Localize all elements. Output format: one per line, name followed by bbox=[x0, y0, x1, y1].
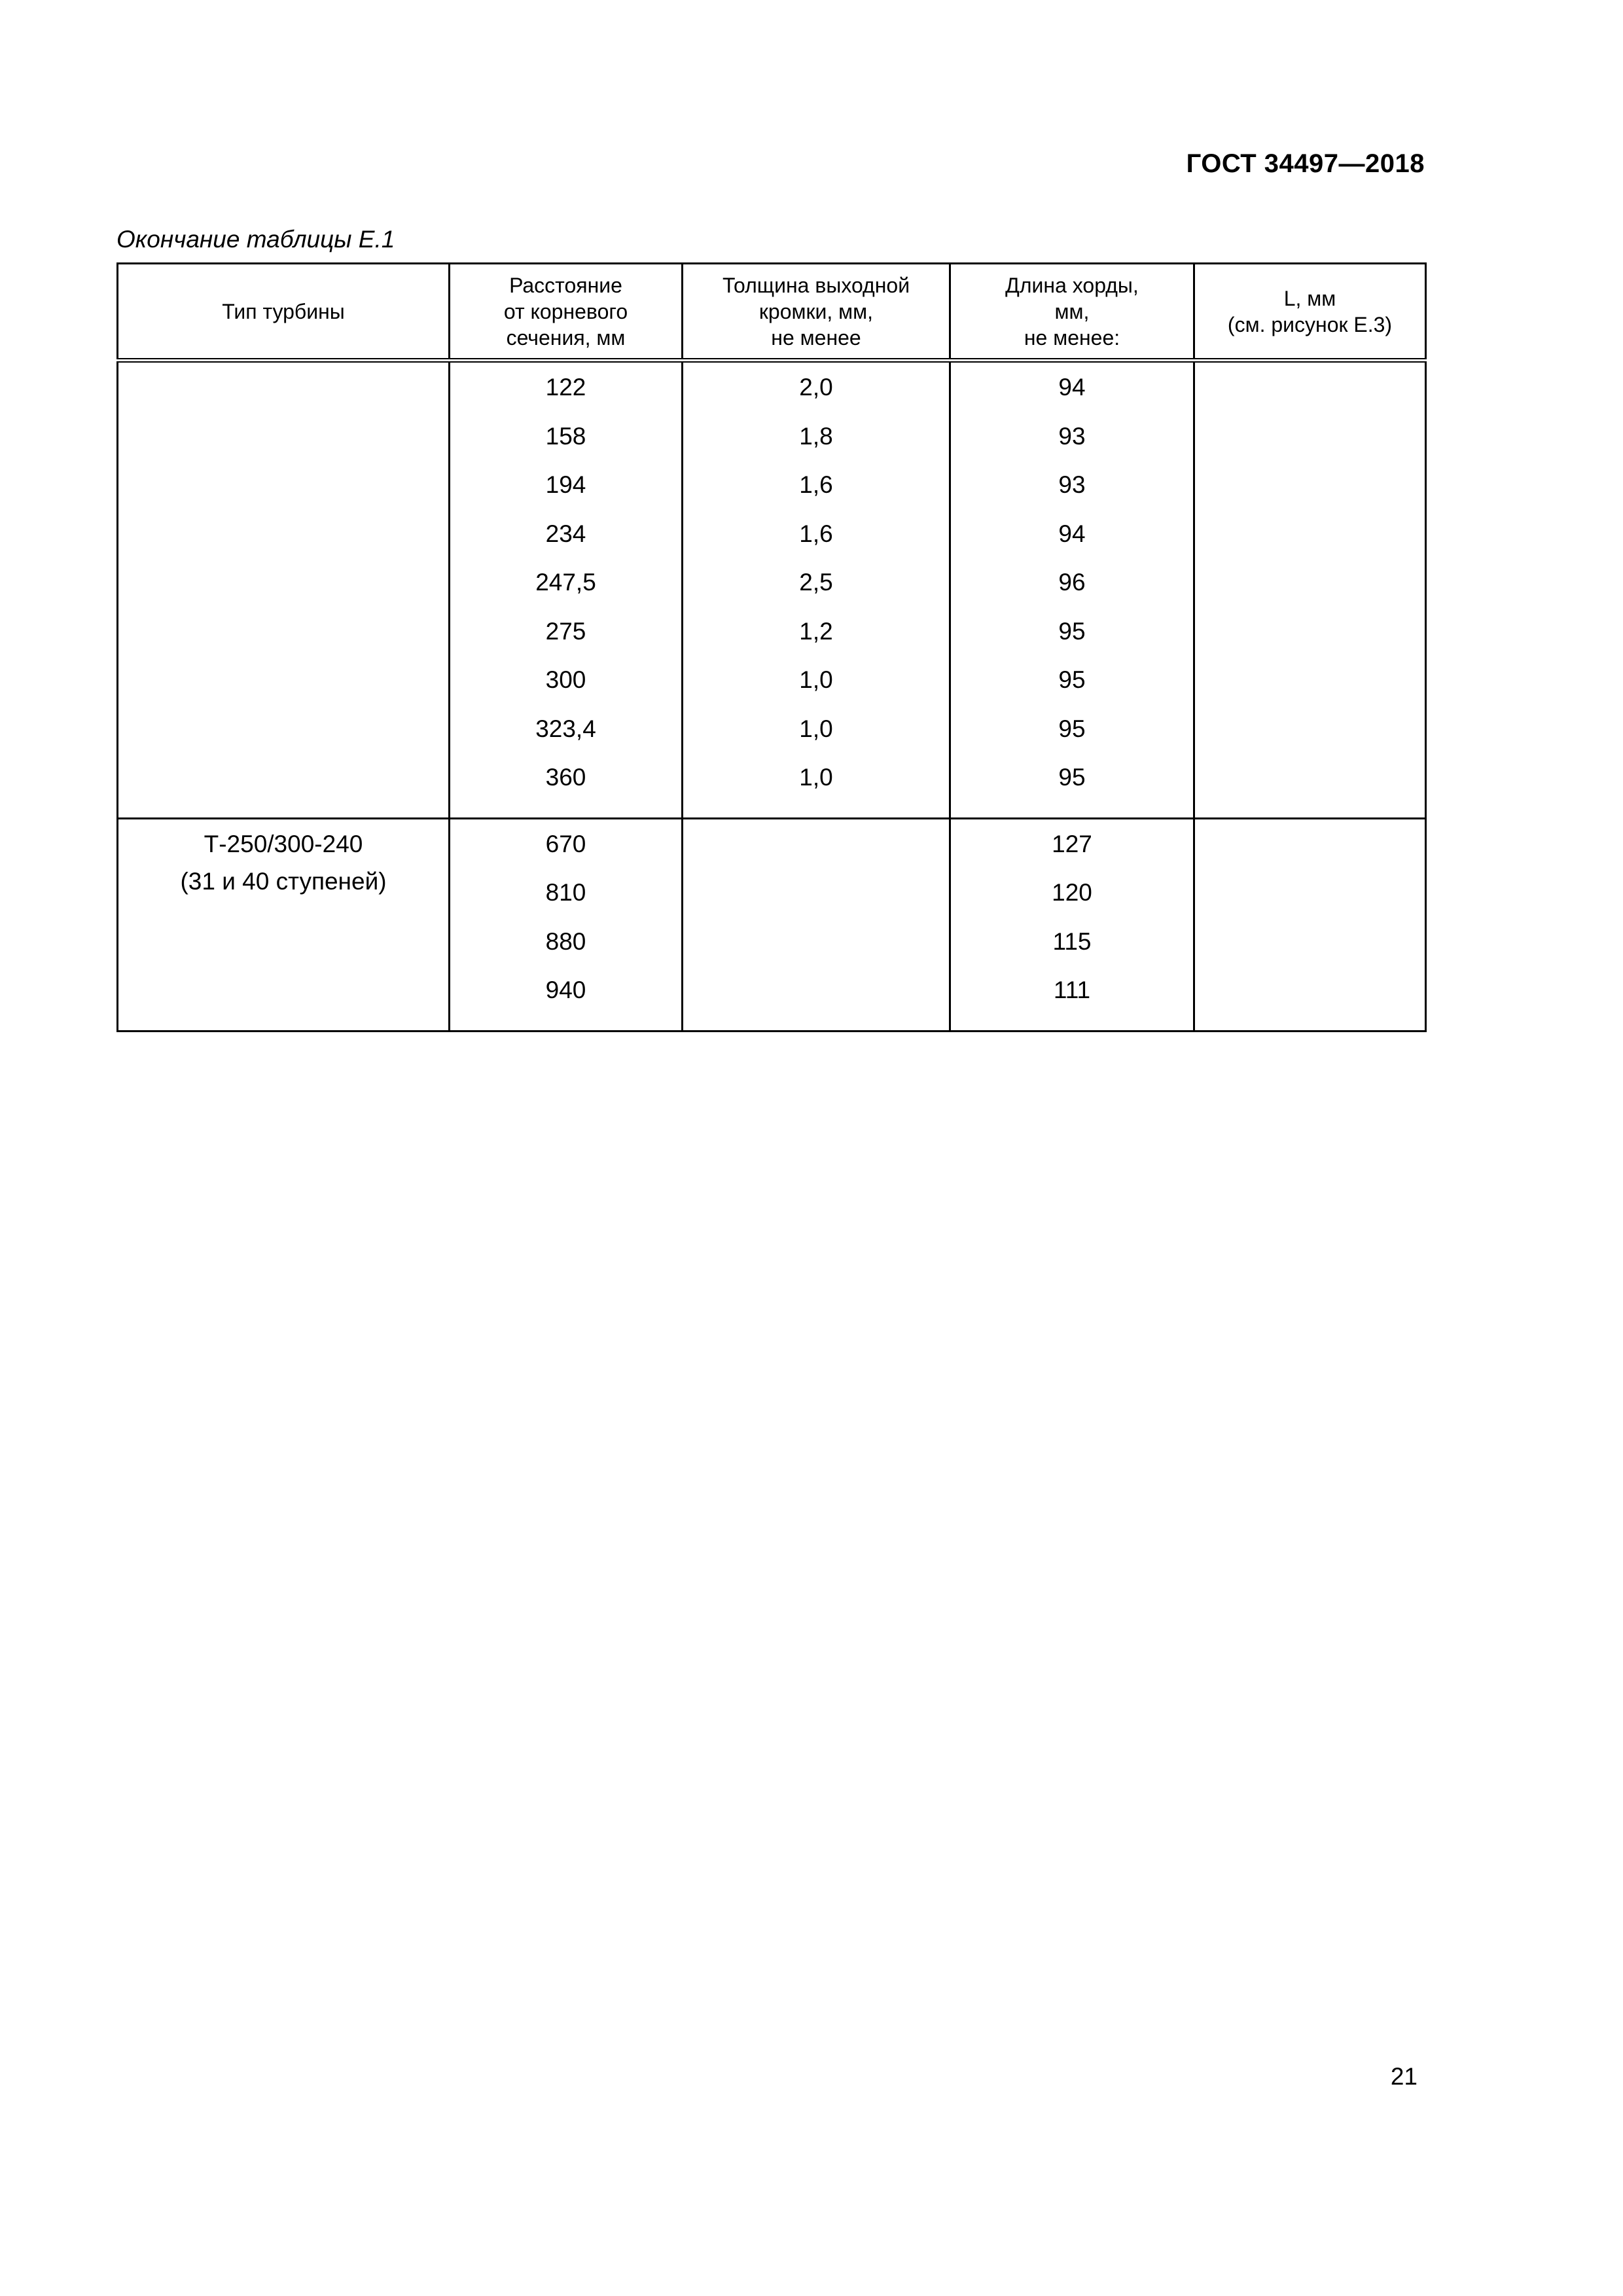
cell-value: 300 bbox=[545, 666, 586, 693]
col-header-turbine-type bbox=[118, 264, 450, 361]
cell-value: 94 bbox=[1058, 520, 1086, 547]
cell-value: 158 bbox=[545, 422, 586, 450]
cell-value: 95 bbox=[1058, 617, 1086, 645]
cell-value: 1,6 bbox=[799, 471, 833, 498]
cell-value: 93 bbox=[1058, 422, 1086, 450]
cell-value: 95 bbox=[1058, 764, 1086, 791]
cell-value: 115 bbox=[1052, 927, 1092, 955]
cell-value: 247,5 bbox=[535, 569, 596, 596]
table-row-group bbox=[118, 361, 1426, 819]
cell-value: 94 bbox=[1058, 374, 1086, 401]
col-header-line: мм, bbox=[1054, 299, 1090, 323]
cell-value: 111 bbox=[1053, 977, 1091, 1003]
col-header-l bbox=[1194, 264, 1426, 361]
cell-value: 2,0 bbox=[799, 374, 833, 401]
cell-value: 360 bbox=[545, 764, 586, 791]
col-header-line: сечения, мм bbox=[506, 325, 626, 350]
cell-value: 1,6 bbox=[799, 520, 833, 547]
col-header-edge-thickness bbox=[683, 264, 950, 361]
cell-turbine-type bbox=[118, 361, 450, 819]
cell-value: 95 bbox=[1058, 715, 1086, 742]
col-header-line: L, мм bbox=[1283, 286, 1336, 310]
cell-value: 2,5 bbox=[799, 569, 833, 596]
col-header-line: Длина хорды, bbox=[1005, 273, 1139, 297]
cell-value: 810 bbox=[545, 879, 586, 906]
header-row bbox=[118, 264, 1426, 361]
col-header-line: Тип турбины bbox=[222, 299, 345, 323]
cell-chord-length bbox=[950, 818, 1194, 1031]
cell-value: 1,2 bbox=[799, 617, 833, 645]
cell-chord-length bbox=[950, 361, 1194, 819]
document-code: ГОСТ 34497—2018 bbox=[1186, 149, 1425, 178]
table-caption: Окончание таблицы Е.1 bbox=[116, 226, 395, 253]
cell-value: 1,0 bbox=[799, 715, 833, 742]
cell-turbine-type bbox=[118, 818, 450, 1031]
page-number: 21 bbox=[1390, 2063, 1418, 2090]
cell-value: 122 bbox=[545, 374, 586, 401]
turbine-type-line: Т-250/300-240 bbox=[204, 830, 363, 857]
cell-value: 127 bbox=[1052, 830, 1092, 857]
cell-l bbox=[1194, 818, 1426, 1031]
cell-value: 323,4 bbox=[535, 715, 596, 742]
cell-value: 194 bbox=[545, 471, 586, 498]
col-header-line: от корневого bbox=[503, 299, 628, 323]
cell-edge-thickness bbox=[683, 818, 950, 1031]
cell-value: 120 bbox=[1052, 879, 1092, 906]
cell-value: 940 bbox=[545, 977, 586, 1003]
cell-value: 96 bbox=[1058, 569, 1086, 596]
cell-value: 1,8 bbox=[799, 422, 833, 450]
col-header-line: кромки, мм, bbox=[758, 299, 874, 323]
col-header-line: Расстояние bbox=[509, 273, 622, 297]
cell-distance bbox=[450, 818, 683, 1031]
cell-value: 1,0 bbox=[799, 666, 833, 693]
cell-value: 1,0 bbox=[799, 764, 833, 791]
cell-value: 234 bbox=[545, 520, 586, 547]
table-row-group bbox=[118, 818, 1426, 1031]
col-header-line: не менее bbox=[771, 325, 861, 350]
cell-value: 275 bbox=[545, 617, 586, 645]
cell-l bbox=[1194, 361, 1426, 819]
cell-edge-thickness bbox=[683, 361, 950, 819]
turbine-type-line: (31 и 40 ступеней) bbox=[180, 867, 387, 895]
cell-value: 670 bbox=[545, 830, 586, 857]
col-header-distance bbox=[450, 264, 683, 361]
col-header-line: (см. рисунок Е.3) bbox=[1227, 312, 1393, 336]
table-header bbox=[118, 264, 1426, 361]
specification-table bbox=[116, 262, 1427, 1032]
cell-value: 95 bbox=[1058, 666, 1086, 693]
table-body bbox=[118, 361, 1426, 1031]
col-header-chord-length bbox=[950, 264, 1194, 361]
cell-value: 93 bbox=[1058, 471, 1086, 498]
cell-distance bbox=[450, 361, 683, 819]
col-header-line: Толщина выходной bbox=[722, 273, 910, 297]
col-header-line: не менее: bbox=[1024, 325, 1120, 350]
cell-value: 880 bbox=[545, 927, 586, 955]
